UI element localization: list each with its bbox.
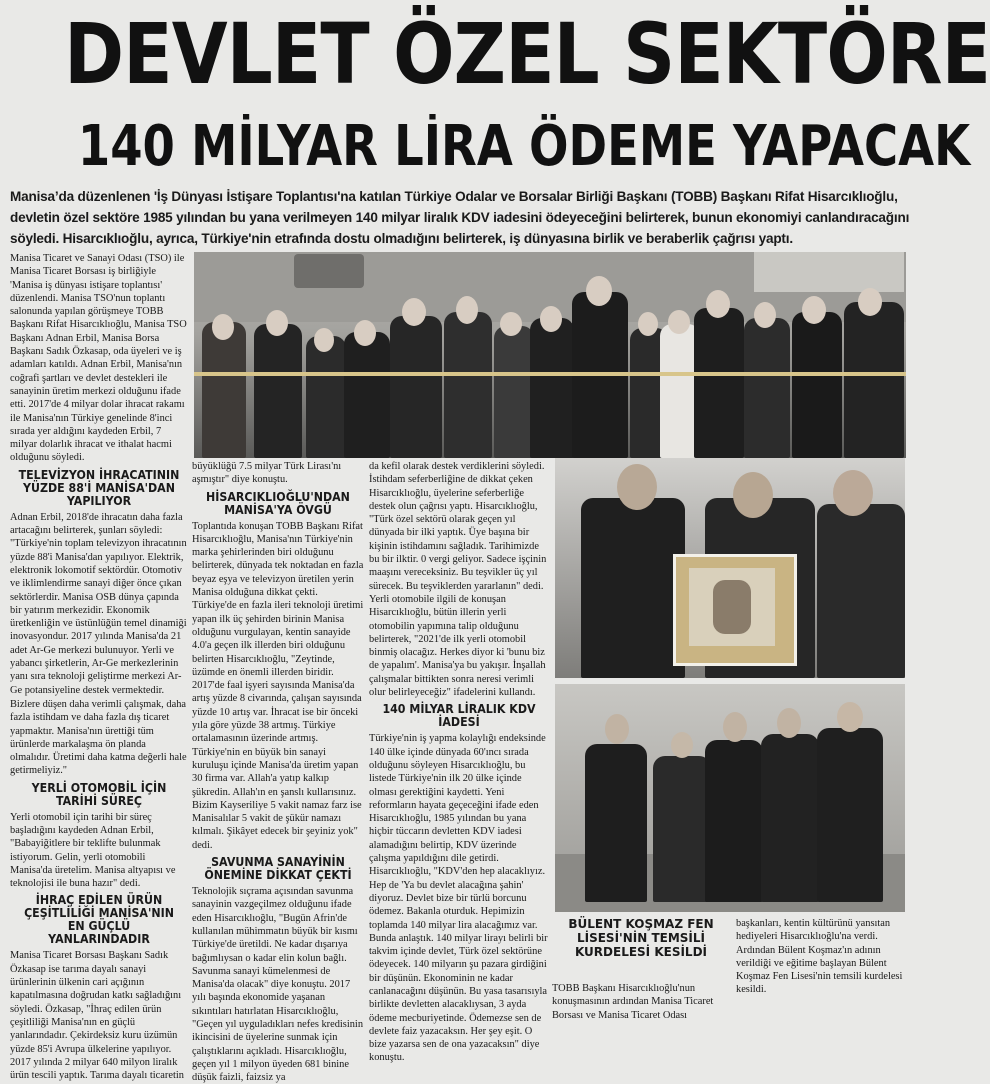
col1-subhead-1: TELEVİZYON İHRACATININ YÜZDE 88'İ MANİSA'DAN YAPILIYOR	[18, 467, 180, 508]
group-photo	[555, 684, 905, 912]
col1-paragraph-3: Yerli otomobil için tarihi bir süreç başladığını kaydeden Adnan Erbil, "Babayiğitlere bir teklifte bulunmak istiyorum. Gelin, yerli otomobili Manisa'da üretelim. Manisa altyapısı ve teknolojisi ile buna hazır" dedi.	[10, 811, 176, 890]
col1-paragraph-4: Manisa Ticaret Borsası Başkanı Sadık Özkasap ise tarıma dayalı sanayi ürünlerinin ülkenin cari açığının kapatılmasına doğrudan katkı sağladığını söyledi. Özkasap, "İhraç edilen ürün çeşitliliği Manisa'nın en güçlü yanlarındadır. Çekirdeksiz kuru üzümün yüzde 85'i Avrupa ülkelerine yapılıyor. 2017 yılında 2 milyar 640 milyon liralık ürün tescili yaptık. Tarıma dayalı ticaretin	[10, 950, 184, 1082]
col3-paragraph-1: Türkiye'nin iş yapma kolaylığı endeksinde 140 ülke içinde dünyada 60'ıncı sırada olduğunu söyleyen Hisarcıklıoğlu, bu listede Türkiye'nin ilk 20 ülke içinde olması gerektiğini kaydetti. Yeni reformların hayata geçeceğini ifade eden Hisarcıklıoğlu, 1985 yılından bu yana hiçbir tüccarın devletten KDV iadesi alamadığını belirtip, KDV üzerinde çalışma yapıldığını dile getirdi. Hisarcıklıoğlu, "KDV'den hep alacaklıyız. Hep de 'Ya bu devlet alacağına şahin' diyoruz. Devlet bize bir türlü borcunu ödemez. Bakanla oturduk. Hepimizin toplamda 140 milyar lira alacağımız var. Bunda anlaştık. 140 milyar lirayı belirli bir takvim içinde devlet, Türk özel sektörüne ödeyecek. 140 milyarın şu pazara girdiğini bir düşünün. Ekonominin ne kadar canlanacağını düşünün. Bu yasa tasarısıyla birlikte devletten alacaklıysan, 3 ayda ödeme mecburiyetinde. Ödemezse sen de devlete faiz yazacaksın. Her şey eşit. O bize yazarsa sen de ona yazacaksın" diye konuştu.	[369, 733, 548, 1064]
col2-subhead-2: SAVUNMA SANAYİNİN ÖNEMİNE DİKKAT ÇEKTİ	[204, 855, 352, 883]
col3-subhead-1: 140 MİLYAR LİRALIK KDV İADESİ	[382, 702, 536, 730]
col1-intro: Manisa Ticaret ve Sanayi Odası (TSO) ile Manisa Ticaret Borsası iş birliğiyle 'Manisa iş dünyası istişare toplantısı' düzenlendi. Manisa TSO'nun toplantı salonunda yapılan görüşmeye TOBB Başkanı Rifat Hisarcıklıoğlu, Manisa TSO Başkanı Adnan Erbil, Manisa Borsa Başkanı Sadık Özkasap, oda üyeleri ve iş adamları katıldı. Adnan Erbil, Manisa'nın coğrafi şartları ve devlet destekleri ile sanayinin üretim merkezi olduğunu ifade etti. 2017'de 4 milyar dolar ihracat rakamı ile Manisa'nın Türkiye genelinde 8'inci sırada yer aldığını kaydeden Erbil, 7 milyar dolarlık ihracat ve ithalat hacmi olduğunu söyledi.	[10, 253, 187, 464]
col2-subhead-1: HİSARCIKLIOĞLU'NDAN MANİSA'YA ÖVGÜ	[206, 489, 350, 517]
bottom-right-text-right: başkanları, kentin kültürünü yansıtan hediyeleri Hisarcıklıoğlu'na verdi. Ardından Bülent Koşmaz'ın adının verildiği ve eğitime başlayan Bülent Koşmaz Fen Lisesi'nin temsili kurdelesi kesildi.	[736, 918, 903, 996]
plaque-presentation-photo	[555, 458, 905, 678]
headline-line2: 140 MİLYAR LİRA ÖDEME YAPACAK	[77, 114, 971, 179]
col1-paragraph-1: Adnan Erbil, 2018'de ihracatın daha fazla artacağını belirterek, şunları söyledi: "Türkiye'nin toplam televizyon ihracatının yüzde 88'i Manisa'dan yapılıyor. Elektrik, elektronik lokomotif sektördür. Otomotiv ve iklimlendirme sanayi diğer önce çıkan sektörlerdir. Manisa OSB dünya çapında bir yatırım merkezidir. Ekonomik üretkenliğin ve üstünlüğün temel dinamiği inovasyondur. 2017 yılında Manisa'da 21 adet Ar-Ge merkezi bulunuyor. Yerli ve yabancı şirketlerin, Ar-Ge merkezlerinin yanı sıra teknoloji geliştirme merkezi Ar-Ge potansiyeline destek vermektedir.	[10, 511, 187, 696]
column-2	[192, 460, 364, 1084]
col1-paragraph-2: Bizlere düşen daha verimli çalışmak, daha fazla istihdam ve daha fazla dış ticaret yapmaktır. Manisa'nın ürettiği tüm ürünlerde markalaşma ön planda olmalıdır. Üretimi daha katma değerli hale getirmeliyiz."	[10, 698, 187, 777]
col2-paragraph-2: Teknolojik sıçrama açısından savunma sanayinin vazgeçilmez olduğunu ifade eden Hisarcıklıoğlu, "Bugün Afrin'de kullanılan mühimmatın büyük bir kısmı Türkiye'de üretildi. Ne kadar dışarıya bağımlıysan o kadar elin kolun bağlı. Savunma sanayi kümelenmesi de Manisa'da olacak" diye konuştu. 2017 yılı başında ekonomide yaşanan sıkıntıları hatırlatan Hisarcıklıoğlu, "Geçen yıl uyguladıkları nefes kredisinin ikincisini de üyelerine sunmak için çalıştıklarını açıkladı. Hisarcıklıoğlu, geçen yıl 1 milyon üyeden 681 binine düşük faizli, faizsiz ya	[192, 886, 364, 1084]
column-3	[369, 460, 549, 1064]
col1-subhead-3: İHRAÇ EDİLEN ÜRÜN ÇEŞİTLİLİĞİ MANİSA'NIN EN GÜÇLÜ YANLARINDADIR	[24, 893, 174, 947]
photo-caption: BÜLENT KOŞMAZ FEN LİSESİ'NİN TEMSİLİ KURDELESİ KESİLDİ	[568, 917, 714, 959]
col1-subhead-2: YERLİ OTOMOBİL İÇİN TARİHİ SÜREÇ	[31, 780, 167, 808]
col3-paragraph-0: da kefil olarak destek verdiklerini söyledi. İstihdam seferberliğine de dikkat çeken Hisarcıklıoğlu, üyelerine seferberliğe destek olun çağrısı yaptı. Hisarcıklıoğlu, "Türk özel sektörü olarak geçen yıl dünyada bir ilki yaptık. Üye başına bir kişinin istihdamını sağladık. Tarihimizde bu bir ilktir. 0 vergi geliyor. Sadece işçinin maaşını vereceksiniz. Bu teşvikler üç yıl sürecek. Bu teşviklerden yararlanın" dedi. Yerli otomobile ilgili de konuşan Hisarcıklıoğlu, bütün illerin yerli otomobilin yapımına talip olduğunu belirterek, "2021'de ilk yerli otomobil binmiş olacağız. Herkes diyor ki 'bunu biz de yapalım'. Manisa'ya bu yakışır. İnşallah çalışmalar bittikten sonra neresi verimli olur belirleyeceğiz" ifadelerini kullandı.	[369, 461, 547, 699]
bottom-right-text-left: TOBB Başkanı Hisarcıklıoğlu'nun konuşmasının ardından Manisa Ticaret Borsası ve Manisa Ticaret Odası	[552, 983, 714, 1021]
headline-line1: DEVLET ÖZEL SEKTÖRE	[64, 5, 990, 103]
column-1	[10, 252, 188, 1082]
ribbon-cutting-photo	[194, 252, 906, 458]
col2-paragraph-0: büyüklüğü 7.5 milyar Türk Lirası'nı aşmıştır" diye konuştu.	[192, 461, 342, 486]
col2-paragraph-1: Toplantıda konuşan TOBB Başkanı Rifat Hisarcıklıoğlu, Manisa'nın Türkiye'nin marka şehirlerinden biri olduğunu belirterek, dünyada tek noktadan en fazla beyaz eşya ve televizyon üretilen yerin Manisa olduğuna dikkat çekti. Türkiye'de en fazla ileri teknoloji üretimi yapan ilk üç şehirden birinin Manisa olduğunu vurgulayan, kentin sanayide 4.0'a geçen ilk illerden biri olduğunu belirten Hisarcıklıoğlu, "Zeytinde, üzümde en önemli illerden biridir. 2017'de faal işyeri sayısında Manisa'da artış yüzde 8 civarında, çalışan sayısında yüzde 10 artış var. İhracat ise bir önceki yıla göre yüzde 38 artmış. Türkiye ortalamasının üzerinde artmış. Türkiye'nin en büyük bin sanayi kuruluşu içinde Manisa'da üretim yapan 30 firma var. Allah'a yatıp kalkıp şükredin. Allah'ın en şanslı kullarısınız. Bizim Kayseriliye 5 vakit namaz farz ise Manisalılar 5 vakit de şükür namazı kılmalı. Şikâyet edecek bir şeyiniz yok" dedi.	[192, 520, 364, 851]
lead-paragraph: Manisa’da düzenlenen 'İş Dünyası İstişare Toplantısı'na katılan Türkiye Odalar ve Borsalar Birliği Başkanı (TOBB) Başkanı Rifat Hisarcıklıoğlu, devletin özel sektöre 1985 yılından bu yana verilmeyen 140 milyar liralık KDV iadesini ödeyeceğini belirterek, bunun ekonomiyi canlandıracağını söyledi. Hisarcıklıoğlu, ayrıca, Türkiye'nin etrafında dostu olmadığını belirterek, iş dünyasına birlik ve beraberlik çağrısı yaptı.	[10, 189, 910, 246]
